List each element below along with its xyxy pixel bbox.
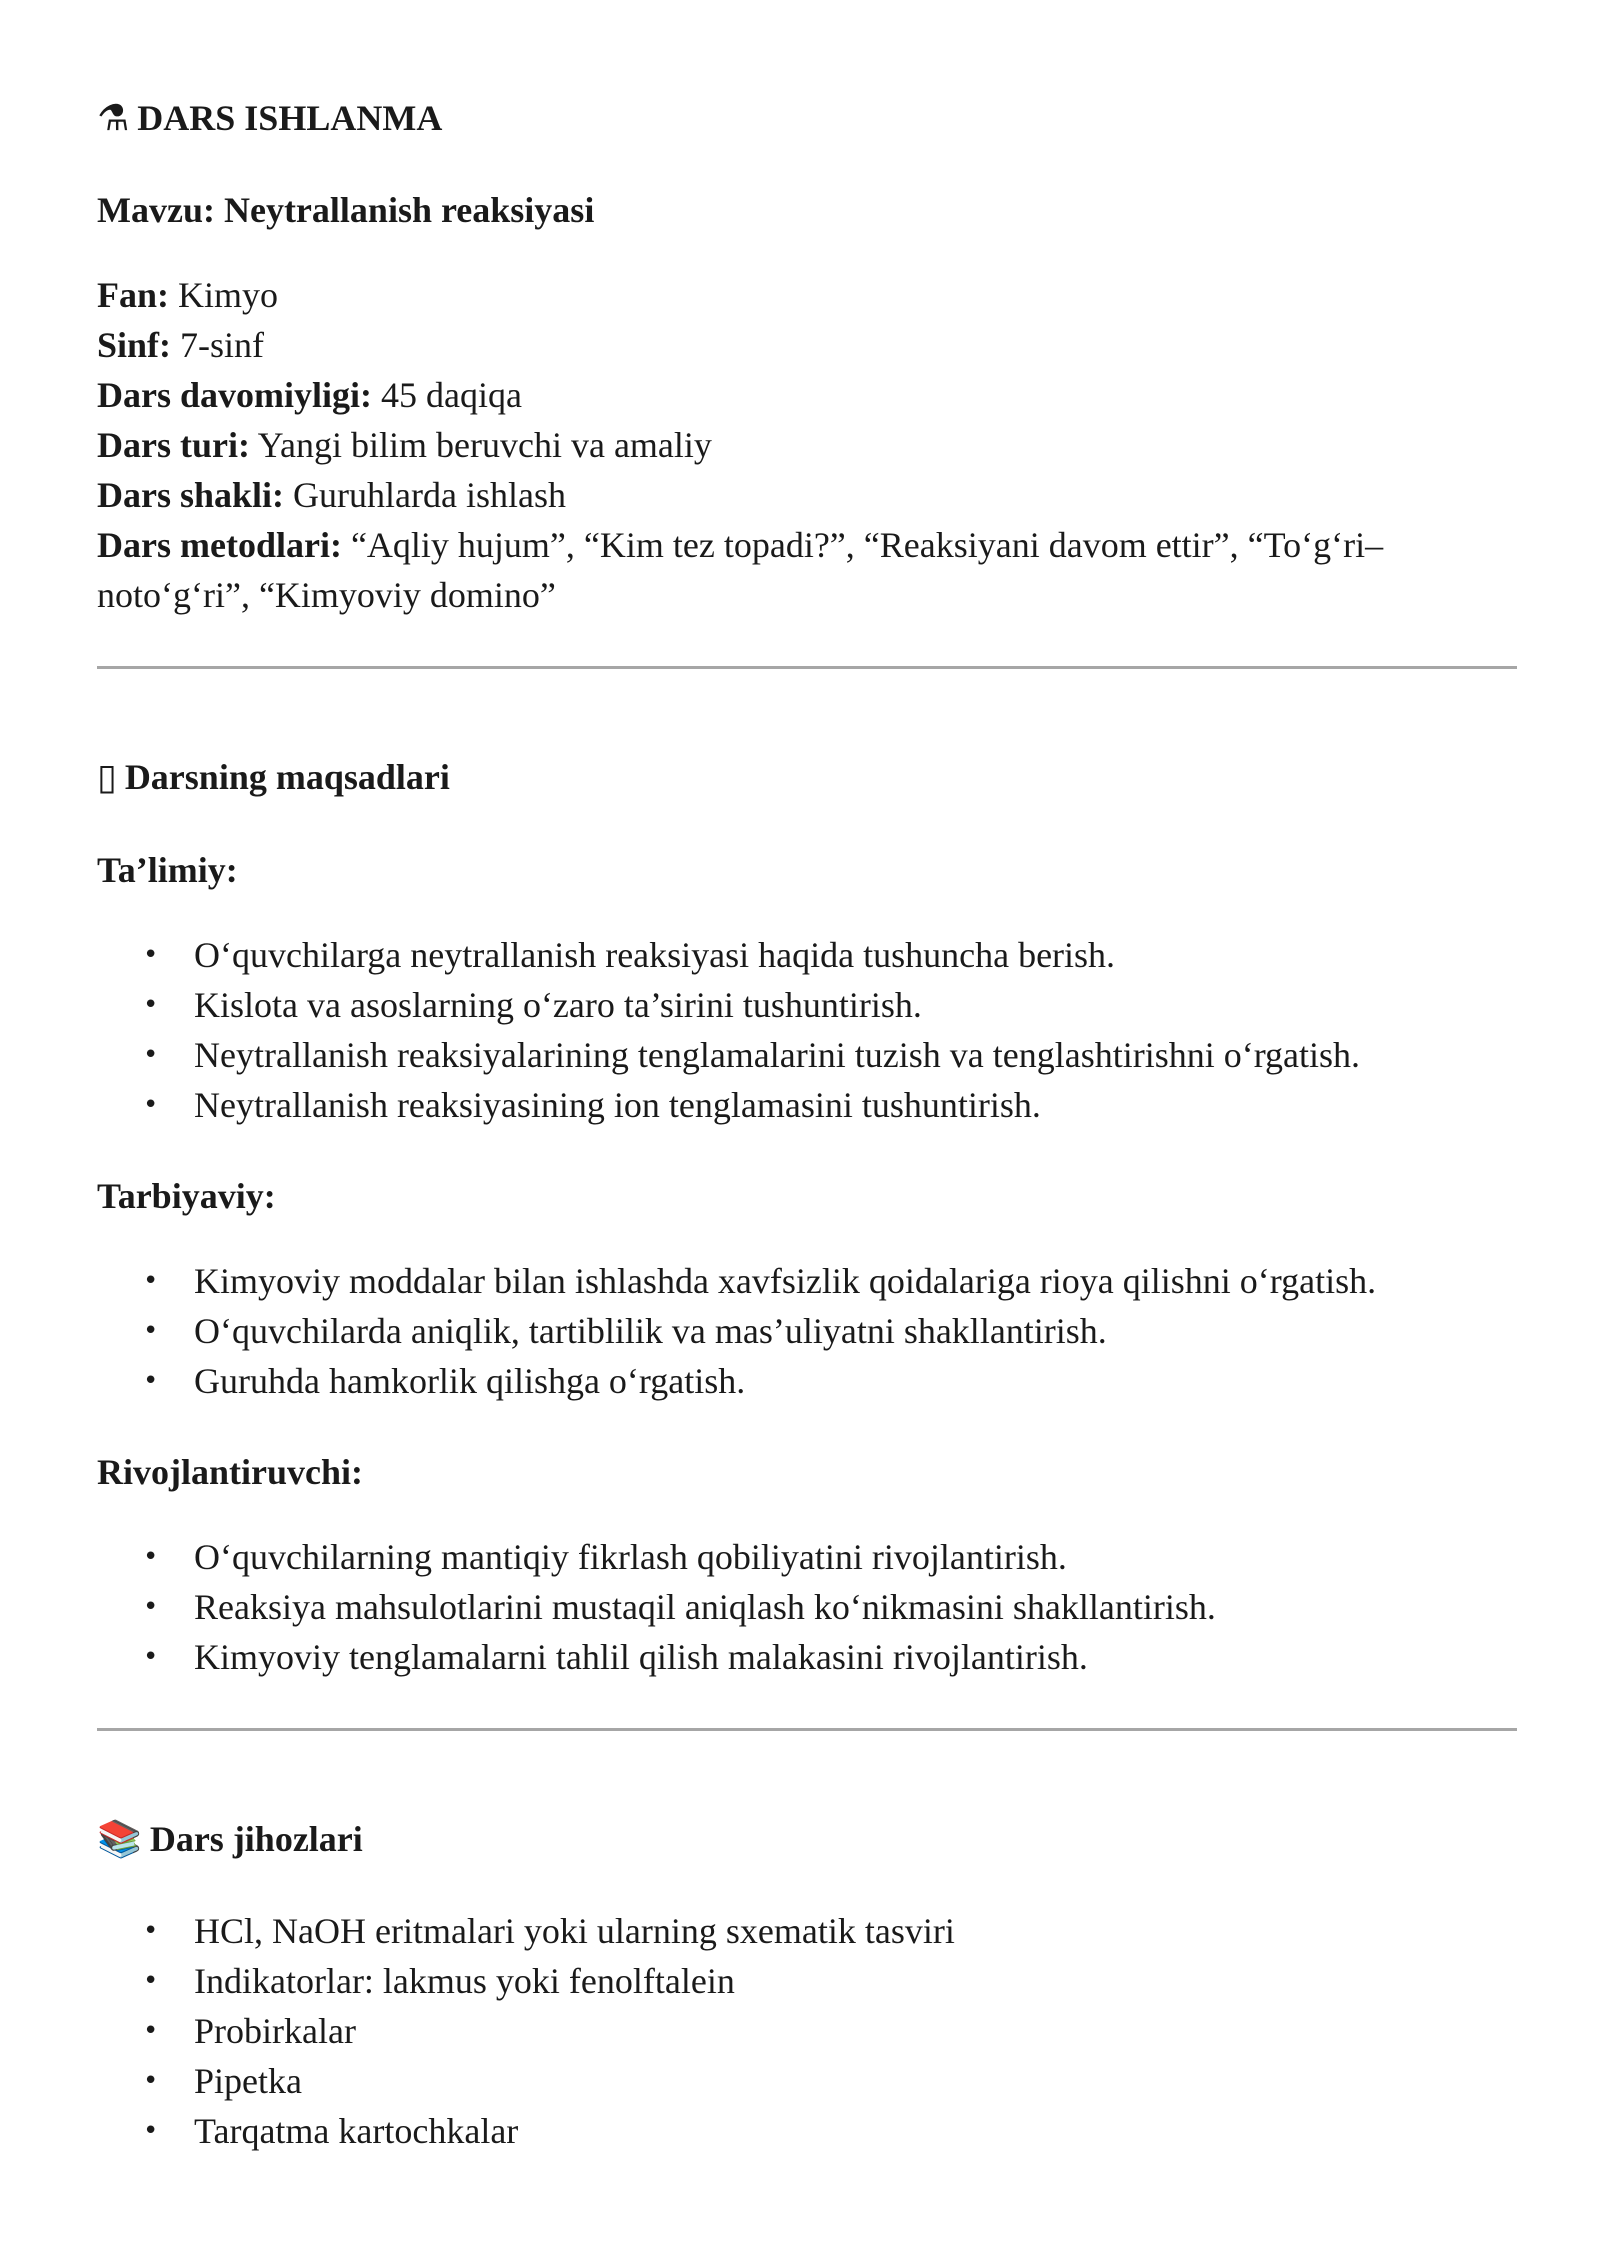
meta-label: Dars turi: xyxy=(97,425,250,465)
flask-icon: ⚗ xyxy=(97,98,130,139)
meta-value: 7-sinf xyxy=(180,325,265,365)
bullet-icon: • xyxy=(143,1090,159,1120)
meta-value: “Aqliy hujum”, “Kim tez topadi?”, “Reaksiyani davom ettir”, “To‘g‘ri–noto‘g‘ri”, “Kimyoviy domino” xyxy=(97,525,1384,615)
list-item: • Probirkalar xyxy=(97,2006,1517,2056)
list-item: • O‘quvchilarning mantiqiy fikrlash qobiliyatini rivojlantirish. xyxy=(97,1532,1517,1582)
meta-value: 45 daqiqa xyxy=(381,375,522,415)
bullet-icon: • xyxy=(143,2016,159,2046)
equipment-heading xyxy=(97,1817,1517,1862)
books-icon: 📚 xyxy=(97,1819,142,1860)
bullet-icon: • xyxy=(143,1642,159,1672)
subject-label: Mavzu: xyxy=(97,190,215,230)
subject-value: Neytrallanish reaksiyasi xyxy=(223,190,595,230)
bullet-icon: • xyxy=(143,990,159,1020)
tarbiyaviy-list xyxy=(97,1256,1517,1406)
list-item: • O‘quvchilarda aniqlik, tartiblilik va mas’uliyatni shakllantirish. xyxy=(97,1306,1517,1356)
meta-row-methods xyxy=(97,520,1517,620)
tarbiyaviy-heading: Tarbiyaviy: xyxy=(97,1176,276,1216)
document-title-text: DARS ISHLANMA xyxy=(137,98,443,138)
meta-row-fan xyxy=(97,270,1517,320)
list-item: • Reaksiya mahsulotlarini mustaqil aniqlash ko‘nikmasini shakllantirish. xyxy=(97,1582,1517,1632)
lesson-plan-document xyxy=(97,96,1517,2156)
bullet-icon: • xyxy=(143,940,159,970)
bullet-icon: • xyxy=(143,2066,159,2096)
bullet-icon: • xyxy=(143,1040,159,1070)
meta-label: Fan: xyxy=(97,275,169,315)
bullet-icon: • xyxy=(143,2116,159,2146)
list-item: • Neytrallanish reaksiyasining ion tenglamasini tushuntirish. xyxy=(97,1080,1517,1130)
list-item: • Kislota va asoslarning o‘zaro ta’sirini tushuntirish. xyxy=(97,980,1517,1030)
bullet-icon: • xyxy=(143,1316,159,1346)
meta-value: Guruhlarda ishlash xyxy=(293,475,566,515)
bullet-icon: • xyxy=(143,1966,159,1996)
meta-row-sinf xyxy=(97,320,1517,370)
equipment-list xyxy=(97,1906,1517,2156)
list-item: • Kimyoviy moddalar bilan ishlashda xavfsizlik qoidalariga rioya qilishni o‘rgatish. xyxy=(97,1256,1517,1306)
list-item: • Indikatorlar: lakmus yoki fenolftalein xyxy=(97,1956,1517,2006)
meta-row-type xyxy=(97,420,1517,470)
equipment-heading-text: Dars jihozlari xyxy=(149,1819,363,1859)
list-item: • Guruhda hamkorlik qilishga o‘rgatish. xyxy=(97,1356,1517,1406)
missing-glyph-icon: ▯ xyxy=(97,757,117,798)
meta-label: Dars davomiyligi: xyxy=(97,375,372,415)
list-item: • Kimyoviy tenglamalarni tahlil qilish malakasini rivojlantirish. xyxy=(97,1632,1517,1682)
list-item: • HCl, NaOH eritmalari yoki ularning sxematik tasviri xyxy=(97,1906,1517,1956)
rivojlantiruvchi-heading: Rivojlantiruvchi: xyxy=(97,1452,363,1492)
goals-heading-text: Darsning maqsadlari xyxy=(124,757,450,797)
bullet-icon: • xyxy=(143,1916,159,1946)
meta-label: Dars shakli: xyxy=(97,475,285,515)
meta-row-form xyxy=(97,470,1517,520)
meta-label: Dars metodlari: xyxy=(97,525,342,565)
list-item: • Tarqatma kartochkalar xyxy=(97,2106,1517,2156)
bullet-icon: • xyxy=(143,1266,159,1296)
bullet-icon: • xyxy=(143,1366,159,1396)
list-item: • O‘quvchilarga neytrallanish reaksiyasi haqida tushuncha berish. xyxy=(97,930,1517,980)
talimiy-heading: Ta’limiy: xyxy=(97,850,238,890)
section-divider xyxy=(97,666,1517,669)
meta-row-duration xyxy=(97,370,1517,420)
meta-value: Kimyo xyxy=(178,275,279,315)
bullet-icon: • xyxy=(143,1592,159,1622)
meta-value: Yangi bilim beruvchi va amaliy xyxy=(257,425,712,465)
document-title xyxy=(97,96,1517,140)
rivojlantiruvchi-list xyxy=(97,1532,1517,1682)
lesson-subject xyxy=(97,188,1517,232)
list-item: • Neytrallanish reaksiyalarining tenglamalarini tuzish va tenglashtirishni o‘rgatish. xyxy=(97,1030,1517,1080)
talimiy-list xyxy=(97,930,1517,1130)
lesson-meta xyxy=(97,270,1517,620)
section-divider xyxy=(97,1728,1517,1731)
list-item: • Pipetka xyxy=(97,2056,1517,2106)
bullet-icon: • xyxy=(143,1542,159,1572)
meta-label: Sinf: xyxy=(97,325,172,365)
goals-heading xyxy=(97,755,1517,800)
